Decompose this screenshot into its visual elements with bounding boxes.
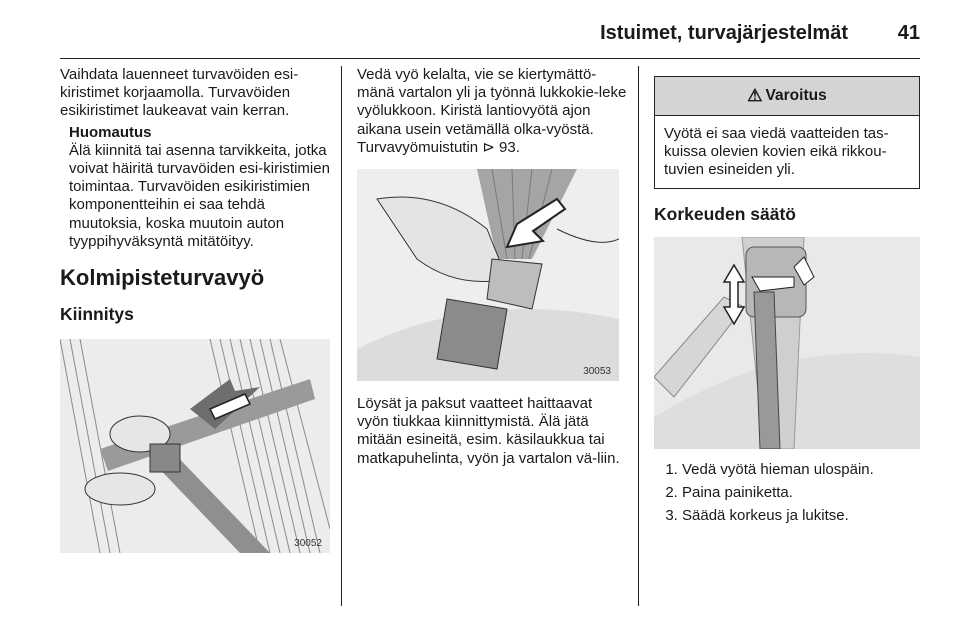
note-text: Älä kiinnitä tai asenna tarvikkeita, jotka voivat häiritä turvavöiden esi-kiristimien toimintaa. Turvavöiden esikiristimien komponentteihin ei saa tehdä muutoksia, koska muutoin auton tyyppihyväksyntä mitätöityy. [69, 141, 330, 250]
section-heading: Kolmipisteturvavyö [60, 265, 265, 291]
warning-triangle-icon: ⚠ [747, 86, 763, 105]
column-1 [60, 66, 330, 553]
page-header [60, 14, 920, 59]
column-divider [341, 66, 342, 606]
page-number: 41 [897, 22, 920, 44]
list-item: 1. Vedä vyötä hieman ulospäin. [682, 461, 920, 479]
height-adjust-illustration [654, 237, 920, 449]
section-subheading: Korkeuden säätö [654, 203, 796, 224]
list-item: 2. Paina painiketta. [682, 484, 920, 502]
figure-height-adjust [654, 237, 920, 449]
header-title: Istuimet, turvajärjestelmät [600, 22, 848, 44]
buckle-insert-illustration [357, 169, 619, 381]
figure-buckle-fastening [60, 339, 330, 553]
column-2 [357, 66, 627, 468]
intro-paragraph: Vaihdata lauenneet turvavöiden esi-kiristimet korjaamolla. Turvavöiden esikiristimet laukeavat vain kerran. [60, 66, 299, 120]
warning-header [655, 77, 919, 116]
note-title: Huomautus [69, 123, 152, 141]
column-divider [638, 66, 639, 606]
list-item: 3. Säädä korkeus ja lukitse. [682, 507, 920, 525]
instruction-paragraph: Vedä vyö kelalta, vie se kiertymättö-mänä vartalon yli ja työnnä lukkokie-leke vyölukkoon. Kiristä lantiovyötä ajon aikana usein vetämällä olka-vyöstä. Turvavyömuistutin ⊳ 93. [357, 66, 627, 156]
adjustment-steps [654, 461, 920, 526]
note-block [69, 124, 330, 251]
section-subheading: Kiinnitys [60, 304, 134, 325]
figure-number: 30052 [294, 538, 322, 550]
warning-box [654, 76, 920, 189]
clothing-paragraph: Löysät ja paksut vaatteet haittaavat vyön tiukkaa kiinnittymistä. Älä jätä mitään esineitä, esim. käsilaukkua tai matkapuhelinta, vyön ja vartalon vä-liin. [357, 395, 620, 467]
warning-text: Vyötä ei saa viedä vaatteiden tas-kuissa olevien kovien eikä rikkou-tuvien esineiden yli. [664, 125, 889, 179]
figure-buckle-insert [357, 169, 619, 381]
figure-number: 30053 [583, 366, 611, 378]
seatbelt-fastening-illustration [60, 339, 330, 553]
warning-title: Varoitus [765, 87, 827, 104]
column-3 [654, 66, 920, 530]
